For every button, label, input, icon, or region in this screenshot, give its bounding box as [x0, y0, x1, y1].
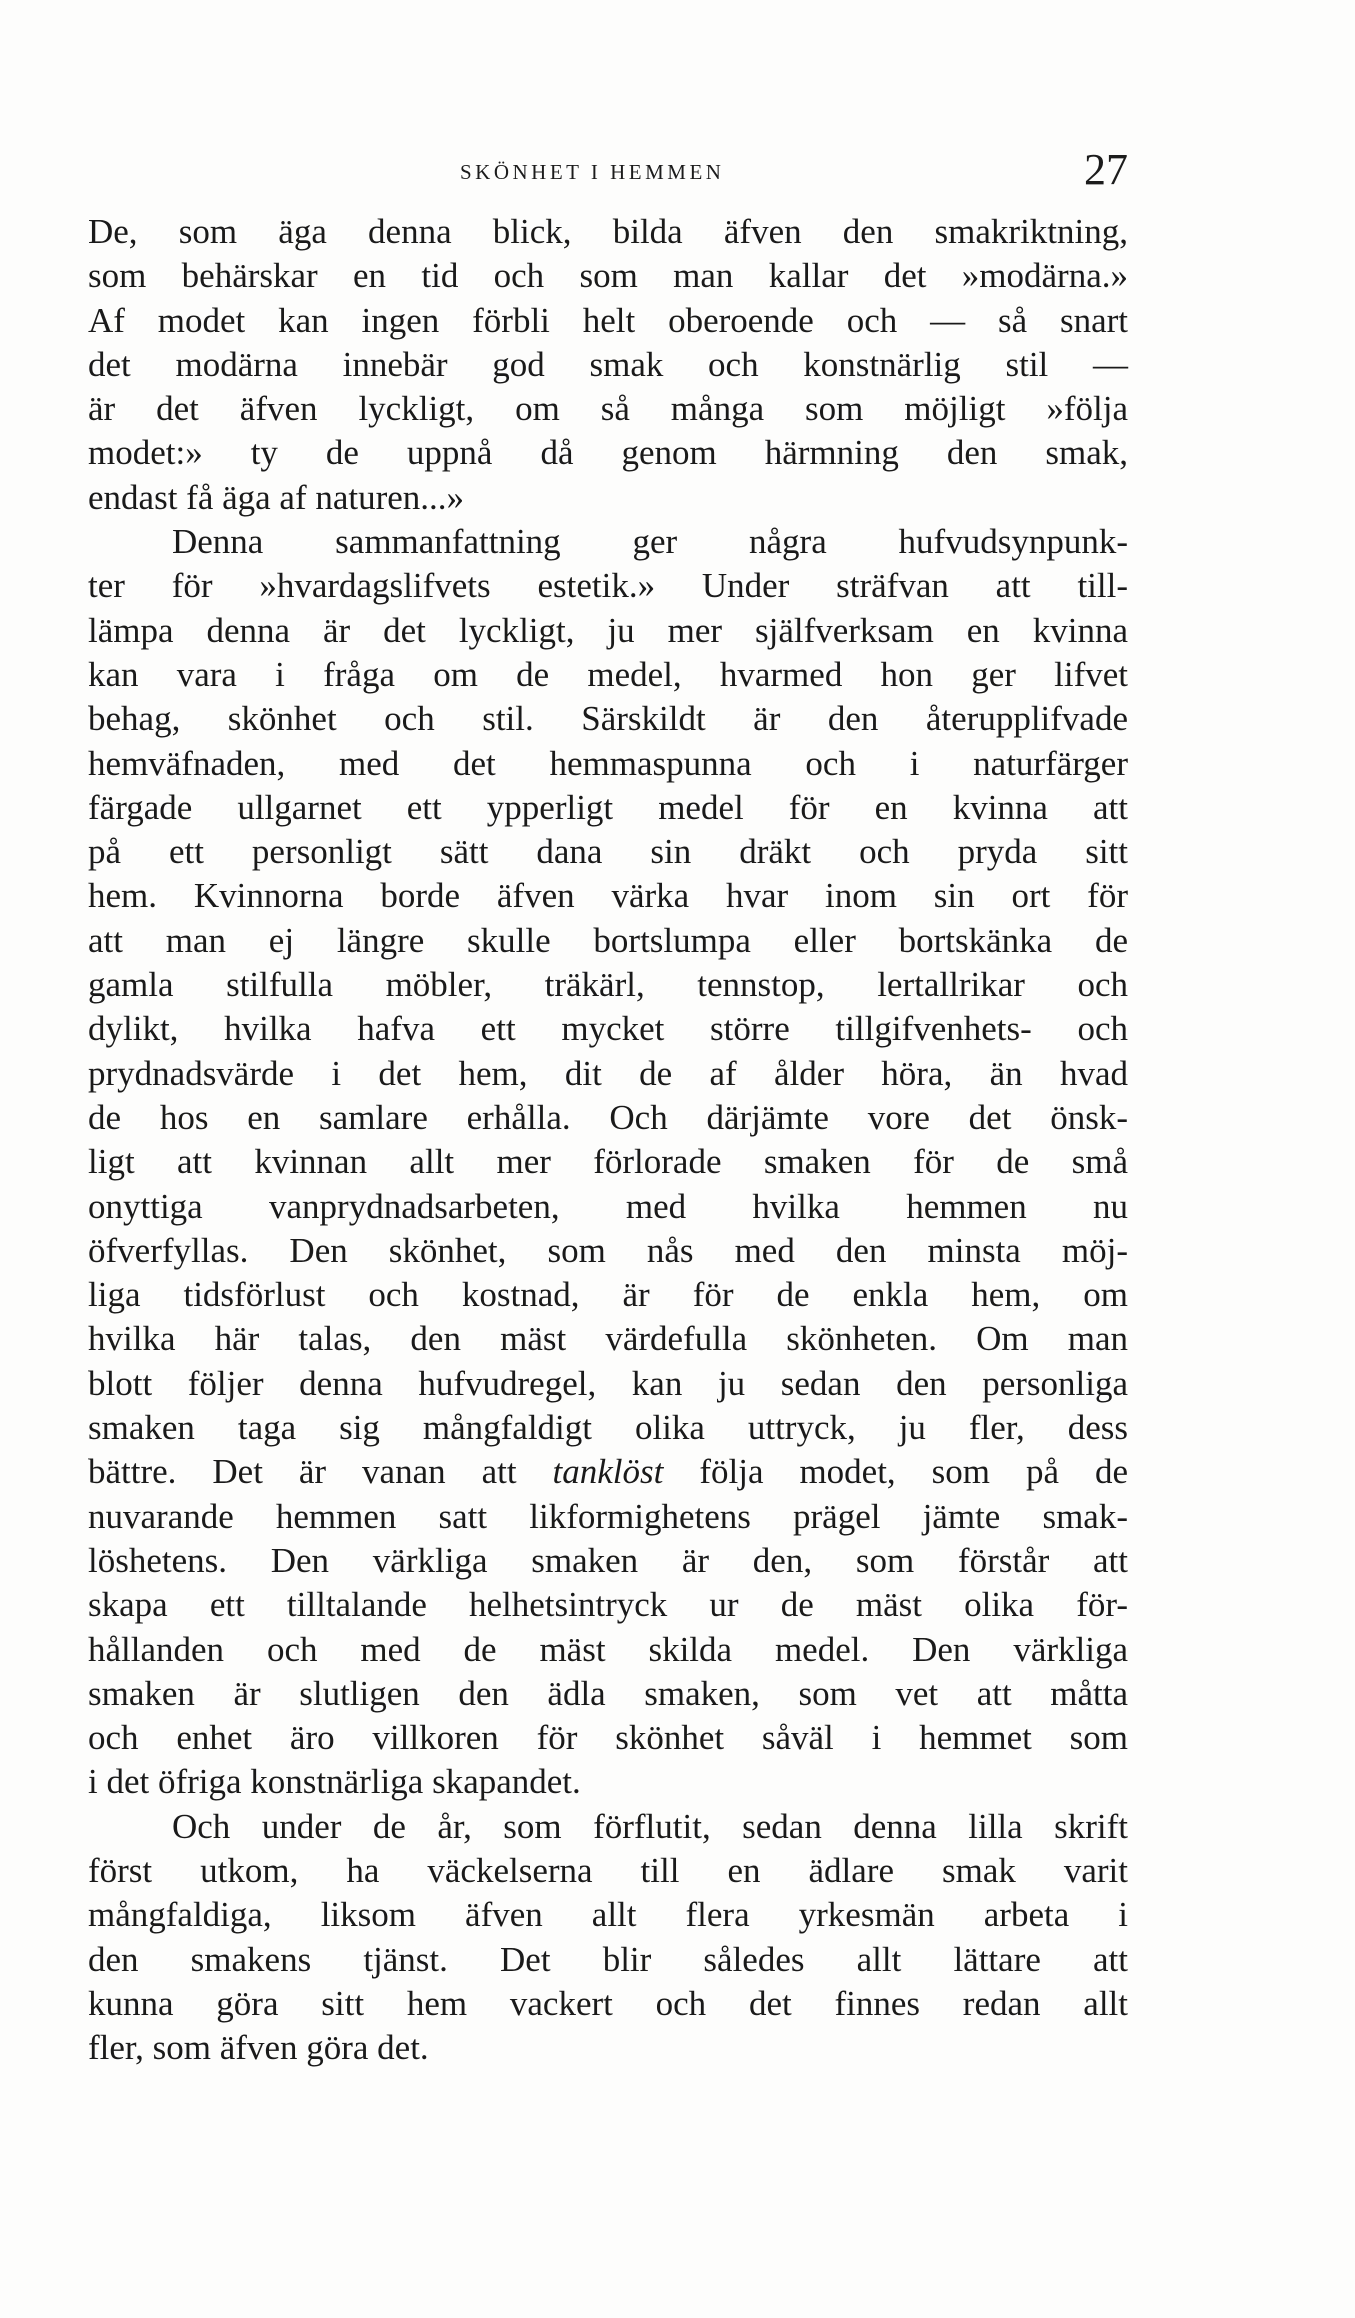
- text-line: Denna sammanfattning ger några hufvudsynpunk-: [172, 522, 1128, 562]
- text-line: prydnadsvärde i det hem, dit de af ålder höra, än hvad: [88, 1053, 1128, 1093]
- text-line: skapa ett tilltalande helhetsintryck ur de mäst olika för-: [88, 1585, 1128, 1625]
- text-line: det modärna innebär god smak och konstnärlig stil —: [88, 344, 1128, 384]
- text-line: de hos en samlare erhålla. Och därjämte vore det önsk-: [88, 1097, 1128, 1137]
- text-line: hvilka här talas, den mäst värdefulla skönheten. Om man: [88, 1319, 1128, 1359]
- page-header: [88, 145, 1128, 194]
- text-line: gamla stilfulla möbler, träkärl, tennstop, lertallrikar och: [88, 965, 1128, 1005]
- text-line: att man ej längre skulle bortslumpa eller bortskänka de: [88, 920, 1128, 960]
- text-line: behag, skönhet och stil. Särskildt är den återupplifvade: [88, 699, 1128, 739]
- text-line: kan vara i fråga om de medel, hvarmed hon ger lifvet: [88, 654, 1128, 694]
- text-line: Af modet kan ingen förbli helt oberoende och — så snart: [88, 300, 1128, 340]
- text-line: lämpa denna är det lyckligt, ju mer själfverksam en kvinna: [88, 610, 1128, 650]
- text-line: färgade ullgarnet ett ypperligt medel för en kvinna att: [88, 787, 1128, 827]
- body-text: [88, 210, 1128, 2070]
- text-line: endast få äga af naturen...»: [88, 477, 465, 517]
- text-line: hem. Kvinnorna borde äfven värka hvar inom sin ort för: [88, 876, 1128, 916]
- running-title: SKÖNHET I HEMMEN: [460, 160, 725, 184]
- text-line: och enhet äro villkoren för skönhet såväl i hemmet som: [88, 1718, 1128, 1758]
- text-line: dylikt, hvilka hafva ett mycket större tillgifvenhets- och: [88, 1009, 1128, 1049]
- text-line: smaken taga sig mångfaldigt olika uttryck, ju fler, dess: [88, 1408, 1128, 1448]
- text-line: Och under de år, som förflutit, sedan denna lilla skrift: [172, 1806, 1128, 1846]
- text-line: först utkom, ha väckelserna till en ädlare smak varit: [88, 1850, 1128, 1890]
- text-line: mångfaldiga, liksom äfven allt flera yrkesmän arbeta i: [88, 1895, 1128, 1935]
- text-line: kunna göra sitt hem vackert och det finnes redan allt: [88, 1983, 1128, 2023]
- text-segment: följa modet, som på de: [699, 1452, 1128, 1492]
- text-line: smaken är slutligen den ädla smaken, som vet att måtta: [88, 1673, 1128, 1713]
- text-line: ter för »hvardagslifvets estetik.» Under sträfvan att till-: [88, 566, 1128, 606]
- text-line-with-italic: [88, 1450, 1128, 1494]
- text-line: löshetens. Den värkliga smaken är den, som förstår att: [88, 1540, 1128, 1580]
- text-line: nuvarande hemmen satt likformighetens prägel jämte smak-: [88, 1496, 1128, 1536]
- text-line: ligt att kvinnan allt mer förlorade smaken för de små: [88, 1142, 1128, 1182]
- text-line: De, som äga denna blick, bilda äfven den smakriktning,: [88, 212, 1128, 251]
- text-line: fler, som äfven göra det.: [88, 2028, 429, 2068]
- text-line: hemväfnaden, med det hemmaspunna och i naturfärger: [88, 743, 1128, 783]
- text-line: modet:» ty de uppnå då genom härmning den smak,: [88, 433, 1128, 473]
- text-line: är det äfven lyckligt, om så många som möjligt »följa: [88, 389, 1128, 429]
- text-line: liga tidsförlust och kostnad, är för de enkla hem, om: [88, 1275, 1128, 1315]
- text-line: den smakens tjänst. Det blir således allt lättare att: [88, 1939, 1128, 1979]
- text-line: på ett personligt sätt dana sin dräkt och pryda sitt: [88, 832, 1128, 872]
- text-line: öfverfyllas. Den skönhet, som nås med den minsta möj-: [88, 1230, 1128, 1270]
- text-line: blott följer denna hufvudregel, kan ju sedan den personliga: [88, 1363, 1128, 1403]
- text-line: i det öfriga konstnärliga skapandet.: [88, 1762, 581, 1802]
- text-line: hållanden och med de mäst skilda medel. Den värkliga: [88, 1629, 1128, 1669]
- text-segment: bättre. Det är vanan att: [88, 1452, 517, 1492]
- text-line: som behärskar en tid och som man kallar det »modärna.»: [88, 256, 1128, 296]
- page-number: 27: [1084, 145, 1128, 194]
- text-line: onyttiga vanprydnadsarbeten, med hvilka hemmen nu: [88, 1186, 1128, 1226]
- italic-word: tanklöst: [552, 1452, 664, 1492]
